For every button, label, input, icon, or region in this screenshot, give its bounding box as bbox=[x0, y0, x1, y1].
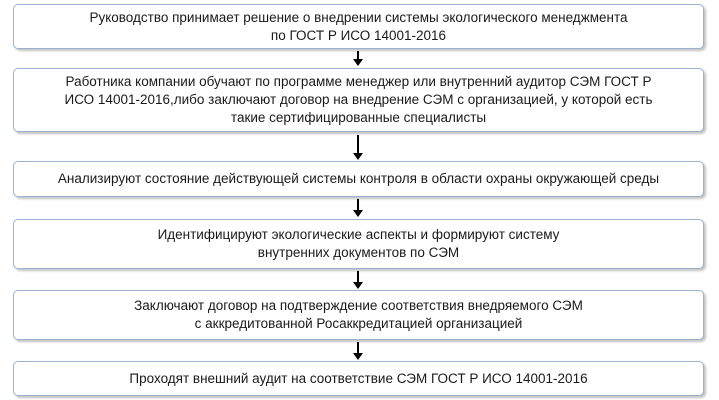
step-text-1: Руководство принимает решение о внедрении системы экологического менеджмента по ГОСТ Р ИСО 14001-2016 bbox=[89, 9, 628, 43]
step-text-3: Анализируют состояние действующей системы контроля в области охраны окружающей среды bbox=[57, 171, 660, 186]
step-box-2 bbox=[13, 68, 704, 132]
step-box-5 bbox=[13, 290, 704, 340]
arrow-1-2 bbox=[353, 51, 363, 66]
step-text-6: Проходят внешний аудит на соответствие СЭМ ГОСТ Р ИСО 14001-2016 bbox=[129, 370, 588, 386]
step-box-6 bbox=[13, 361, 704, 396]
arrow-4-5 bbox=[353, 271, 363, 289]
arrow-2-3 bbox=[353, 135, 363, 160]
step-box-1 bbox=[13, 4, 704, 49]
arrow-3-4 bbox=[353, 199, 363, 217]
step-box-3 bbox=[13, 161, 704, 197]
step-text-5: Заключают договор на подтверждение соответствия внедряемого СЭМ с аккредитованной Росаккредитацией организацией bbox=[134, 298, 583, 331]
step-text-4: Идентифицируют экологические аспекты и формируют систему внутренних документов по СЭМ bbox=[157, 227, 560, 260]
step-text-2: Работника компании обучают по программе менеджер или внутренний аудитор СЭМ ГОСТ Р ИСО 14001-2016,либо заключают договор на внедрение СЭМ с организацией, у которой есть такие сертифицированные специалисты bbox=[64, 74, 653, 125]
step-box-4 bbox=[13, 219, 704, 269]
arrow-5-6 bbox=[353, 342, 363, 360]
